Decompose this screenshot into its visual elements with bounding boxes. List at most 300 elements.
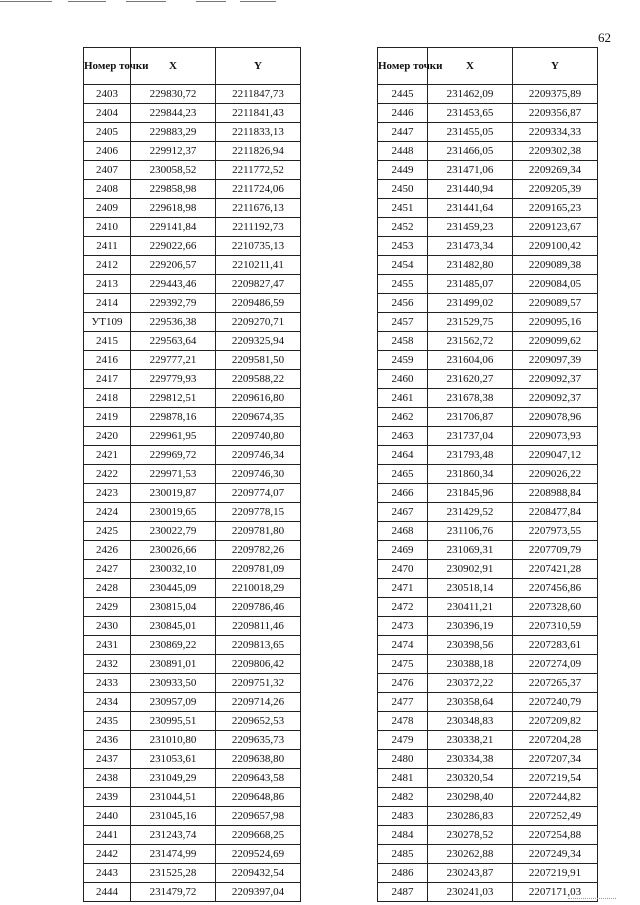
cell-x: 231462,09 [428,85,513,104]
cell-y: 2207254,88 [513,826,598,845]
cell-point-number: 2455 [378,275,428,294]
cell-x: 231441,64 [428,199,513,218]
table-row [84,256,301,275]
table-row [84,522,301,541]
cell-y: 2209123,67 [513,218,598,237]
table-row [84,218,301,237]
cell-y: 2209813,65 [216,636,301,655]
cell-point-number: 2469 [378,541,428,560]
table-row [84,655,301,674]
cell-point-number: 2468 [378,522,428,541]
cell-x: 231485,07 [428,275,513,294]
cell-x: 231479,72 [131,883,216,902]
cell-x: 229912,37 [131,142,216,161]
cell-x: 229883,29 [131,123,216,142]
table-row [378,617,598,636]
table-row [378,104,598,123]
table-row [84,769,301,788]
cell-x: 229858,98 [131,180,216,199]
cell-x: 230388,18 [428,655,513,674]
table-row [378,180,598,199]
cell-point-number: 2435 [84,712,131,731]
cell-x: 230298,40 [428,788,513,807]
cell-y: 2209746,30 [216,465,301,484]
cell-point-number: 2440 [84,807,131,826]
cell-y: 2207709,79 [513,541,598,560]
cell-x: 231106,76 [428,522,513,541]
table-header-row [84,48,301,85]
table-row [84,161,301,180]
cell-x: 230845,01 [131,617,216,636]
cell-y: 2207219,54 [513,769,598,788]
cell-y: 2211772,52 [216,161,301,180]
cell-point-number: 2480 [378,750,428,769]
cell-point-number: 2405 [84,123,131,142]
cell-x: 230902,91 [428,560,513,579]
cell-point-number: 2486 [378,864,428,883]
cell-point-number: 2485 [378,845,428,864]
cell-y: 2209811,46 [216,617,301,636]
table-row [84,750,301,769]
cell-point-number: 2421 [84,446,131,465]
cell-x: 229961,95 [131,427,216,446]
cell-point-number: 2423 [84,484,131,503]
cell-point-number: 2456 [378,294,428,313]
cell-x: 230398,56 [428,636,513,655]
table-row [84,123,301,142]
cell-point-number: 2459 [378,351,428,370]
cell-point-number: 2475 [378,655,428,674]
cell-point-number: 2453 [378,237,428,256]
cell-y: 2209089,57 [513,294,598,313]
cell-y: 2209302,38 [513,142,598,161]
cell-point-number: 2414 [84,294,131,313]
cell-y: 2209205,39 [513,180,598,199]
table-row [378,560,598,579]
table-row [84,674,301,693]
cell-point-number: 2425 [84,522,131,541]
table-row [84,845,301,864]
cell-y: 2209078,96 [513,408,598,427]
table-row [378,370,598,389]
cell-x: 229141,84 [131,218,216,237]
cell-point-number: 2442 [84,845,131,864]
table-row [378,598,598,617]
cell-point-number: 2429 [84,598,131,617]
cell-point-number: 2436 [84,731,131,750]
cell-x: 229969,72 [131,446,216,465]
page-number: 62 [598,30,611,45]
cell-y: 2208477,84 [513,503,598,522]
cell-x: 230445,09 [131,579,216,598]
cell-x: 229844,23 [131,104,216,123]
table-row [84,465,301,484]
header-y: Y [513,48,598,85]
cell-x: 229563,64 [131,332,216,351]
cell-y: 2207973,55 [513,522,598,541]
cell-y: 2209806,42 [216,655,301,674]
table-row [84,864,301,883]
cell-x: 230411,21 [428,598,513,617]
cell-x: 230243,87 [428,864,513,883]
table-row [84,142,301,161]
cell-y: 2207171,03 [513,883,598,902]
cell-y: 2207207,34 [513,750,598,769]
cell-x: 229971,53 [131,465,216,484]
cell-y: 2209097,39 [513,351,598,370]
table-row [84,484,301,503]
cell-x: 231045,16 [131,807,216,826]
cell-x: 231793,48 [428,446,513,465]
table-row [84,332,301,351]
header-y: Y [216,48,301,85]
cell-point-number: 2419 [84,408,131,427]
cell-y: 2209269,34 [513,161,598,180]
cell-point-number: 2477 [378,693,428,712]
cell-y: 2207204,28 [513,731,598,750]
table-row [378,883,598,902]
cell-y: 2209100,42 [513,237,598,256]
cell-y: 2207283,61 [513,636,598,655]
cell-y: 2209089,38 [513,256,598,275]
cell-x: 231845,96 [428,484,513,503]
cell-point-number: 2409 [84,199,131,218]
cell-point-number: 2476 [378,674,428,693]
table-row [378,237,598,256]
table-header-row [378,48,598,85]
cell-x: 230358,64 [428,693,513,712]
cell-y: 2209084,05 [513,275,598,294]
table-row [378,389,598,408]
cell-point-number: 2422 [84,465,131,484]
cell-y: 2209786,46 [216,598,301,617]
table-row [378,275,598,294]
cell-x: 231562,72 [428,332,513,351]
table-row [84,541,301,560]
cell-x: 229878,16 [131,408,216,427]
table-row [378,256,598,275]
cell-y: 2210018,29 [216,579,301,598]
cell-y: 2207240,79 [513,693,598,712]
cell-x: 229443,46 [131,275,216,294]
cell-y: 2209524,69 [216,845,301,864]
cell-point-number: 2432 [84,655,131,674]
table-row [378,731,598,750]
cell-x: 229779,93 [131,370,216,389]
cell-point-number: 2451 [378,199,428,218]
table-row [84,275,301,294]
cell-y: 2209746,34 [216,446,301,465]
cell-point-number: 2487 [378,883,428,902]
cell-x: 230320,54 [428,769,513,788]
table-row [378,845,598,864]
table-row [84,294,301,313]
cell-x: 229392,79 [131,294,216,313]
cell-y: 2209099,62 [513,332,598,351]
cell-x: 229022,66 [131,237,216,256]
table-row [378,655,598,674]
cell-y: 2207209,82 [513,712,598,731]
cell-y: 2209714,26 [216,693,301,712]
table-row [84,883,301,902]
cell-point-number: 2431 [84,636,131,655]
table-row [378,123,598,142]
table-row [84,199,301,218]
cell-y: 2209648,86 [216,788,301,807]
header-x: X [131,48,216,85]
cell-x: 230019,65 [131,503,216,522]
table-row [378,788,598,807]
cell-x: 231620,27 [428,370,513,389]
cell-point-number: 2484 [378,826,428,845]
cell-x: 231604,06 [428,351,513,370]
cell-x: 230518,14 [428,579,513,598]
coordinates-table-right [377,47,598,902]
cell-y: 2209047,12 [513,446,598,465]
table-row [84,598,301,617]
cell-x: 231429,52 [428,503,513,522]
cell-point-number: 2471 [378,579,428,598]
cell-point-number: 2433 [84,674,131,693]
cell-x: 229206,57 [131,256,216,275]
table-row [84,446,301,465]
table-row [378,712,598,731]
cell-y: 2209652,53 [216,712,301,731]
cell-x: 230241,03 [428,883,513,902]
cell-x: 231455,05 [428,123,513,142]
cell-x: 230957,09 [131,693,216,712]
cell-x: 229830,72 [131,85,216,104]
cell-y: 2211676,13 [216,199,301,218]
cell-point-number: 2439 [84,788,131,807]
cell-y: 2209674,35 [216,408,301,427]
cell-point-number: 2437 [84,750,131,769]
cell-x: 231529,75 [428,313,513,332]
cell-x: 231473,34 [428,237,513,256]
cell-y: 2209588,22 [216,370,301,389]
cell-point-number: 2417 [84,370,131,389]
table-row [378,199,598,218]
cell-x: 230286,83 [428,807,513,826]
cell-y: 2209643,58 [216,769,301,788]
cell-y: 2209781,09 [216,560,301,579]
cell-x: 230995,51 [131,712,216,731]
cell-y: 2207310,59 [513,617,598,636]
table-row [378,750,598,769]
table-row [84,788,301,807]
cell-point-number: 2446 [378,104,428,123]
cell-x: 230338,21 [428,731,513,750]
cell-point-number: 2443 [84,864,131,883]
table-row [378,142,598,161]
cell-point-number: 2406 [84,142,131,161]
cell-point-number: 2412 [84,256,131,275]
cell-y: 2207219,91 [513,864,598,883]
cell-point-number: 2410 [84,218,131,237]
table-row [378,446,598,465]
cell-point-number: 2472 [378,598,428,617]
cell-point-number: 2473 [378,617,428,636]
cell-x: 231044,51 [131,788,216,807]
coordinates-table-left [83,47,301,902]
cell-y: 2209751,32 [216,674,301,693]
cell-point-number: 2460 [378,370,428,389]
cell-y: 2209668,25 [216,826,301,845]
table-row [84,693,301,712]
cell-y: 2211724,06 [216,180,301,199]
cell-point-number: 2428 [84,579,131,598]
table-row [378,161,598,180]
table-row [84,370,301,389]
cell-point-number: 2426 [84,541,131,560]
cell-y: 2209334,33 [513,123,598,142]
cell-y: 2209740,80 [216,427,301,446]
cell-point-number: 2465 [378,465,428,484]
cell-point-number: 2427 [84,560,131,579]
table-row [378,465,598,484]
cell-x: 229812,51 [131,389,216,408]
cell-y: 2207265,37 [513,674,598,693]
cell-x: 231471,06 [428,161,513,180]
table-row [84,503,301,522]
table-row [378,522,598,541]
cell-y: 2207421,28 [513,560,598,579]
cell-x: 231440,94 [428,180,513,199]
cell-x: 230891,01 [131,655,216,674]
cell-point-number: 2418 [84,389,131,408]
table-row [378,636,598,655]
cell-x: 231069,31 [428,541,513,560]
cell-point-number: 2462 [378,408,428,427]
cell-point-number: 2457 [378,313,428,332]
cell-x: 231453,65 [428,104,513,123]
cell-y: 2209356,87 [513,104,598,123]
cell-x: 231737,04 [428,427,513,446]
cell-y: 2210211,41 [216,256,301,275]
cell-point-number: 2416 [84,351,131,370]
cell-y: 2209026,22 [513,465,598,484]
cell-y: 2211192,73 [216,218,301,237]
table-row [84,408,301,427]
cell-x: 229618,98 [131,199,216,218]
cell-point-number: 2411 [84,237,131,256]
table-row [378,503,598,522]
cell-point-number: 2408 [84,180,131,199]
cell-y: 2209635,73 [216,731,301,750]
table-row [378,769,598,788]
table-row [378,484,598,503]
table-row [84,351,301,370]
cell-point-number: 2461 [378,389,428,408]
cell-point-number: 2430 [84,617,131,636]
table-row [84,636,301,655]
cell-y: 2209095,16 [513,313,598,332]
cell-x: 230032,10 [131,560,216,579]
cell-y: 2210735,13 [216,237,301,256]
cell-point-number: 2413 [84,275,131,294]
table-row [84,712,301,731]
cell-x: 231049,29 [131,769,216,788]
cell-x: 231459,23 [428,218,513,237]
cell-x: 230019,87 [131,484,216,503]
cell-x: 231482,80 [428,256,513,275]
table-row [378,218,598,237]
table-row [378,332,598,351]
cell-x: 230022,79 [131,522,216,541]
cell-point-number: 2449 [378,161,428,180]
header-x: X [428,48,513,85]
table-row [84,313,301,332]
cell-point-number: 2407 [84,161,131,180]
table-row [84,427,301,446]
cell-y: 2207328,60 [513,598,598,617]
table-row [84,617,301,636]
cell-x: 230348,83 [428,712,513,731]
cell-y: 2209616,80 [216,389,301,408]
cell-point-number: 2483 [378,807,428,826]
cell-point-number: 2466 [378,484,428,503]
cell-y: 2209638,80 [216,750,301,769]
cell-y: 2209165,23 [513,199,598,218]
cell-y: 2209774,07 [216,484,301,503]
cell-y: 2209270,71 [216,313,301,332]
cell-x: 230815,04 [131,598,216,617]
table-row [378,674,598,693]
cell-point-number: 2463 [378,427,428,446]
cell-x: 231010,80 [131,731,216,750]
table-row [378,85,598,104]
cell-point-number: 2420 [84,427,131,446]
table-row [84,560,301,579]
cell-point-number: 2454 [378,256,428,275]
cell-x: 230262,88 [428,845,513,864]
cell-x: 231678,38 [428,389,513,408]
cell-x: 231525,28 [131,864,216,883]
header-point-number: Номер точки [84,48,131,85]
table-row [378,408,598,427]
cell-point-number: 2444 [84,883,131,902]
cell-y: 2209581,50 [216,351,301,370]
cell-y: 2209092,37 [513,389,598,408]
cell-point-number: 2478 [378,712,428,731]
cell-point-number: 2447 [378,123,428,142]
cell-x: 231466,05 [428,142,513,161]
table-row [84,180,301,199]
header-point-number: Номер точки [378,48,428,85]
cell-y: 2211833,13 [216,123,301,142]
cell-point-number: 2452 [378,218,428,237]
cell-x: 230869,22 [131,636,216,655]
table-row [84,826,301,845]
cell-point-number: 2434 [84,693,131,712]
cell-y: 2209092,37 [513,370,598,389]
cell-x: 229777,21 [131,351,216,370]
cell-x: 230026,66 [131,541,216,560]
cell-y: 2209325,94 [216,332,301,351]
table-row [378,864,598,883]
cell-point-number: 2458 [378,332,428,351]
cell-y: 2209827,47 [216,275,301,294]
cell-point-number: 2479 [378,731,428,750]
table-row [84,85,301,104]
cell-y: 2209375,89 [513,85,598,104]
cell-y: 2209781,80 [216,522,301,541]
cell-x: 231706,87 [428,408,513,427]
cell-point-number: 2450 [378,180,428,199]
table-row [84,579,301,598]
cell-x: 229536,38 [131,313,216,332]
cell-y: 2209778,15 [216,503,301,522]
